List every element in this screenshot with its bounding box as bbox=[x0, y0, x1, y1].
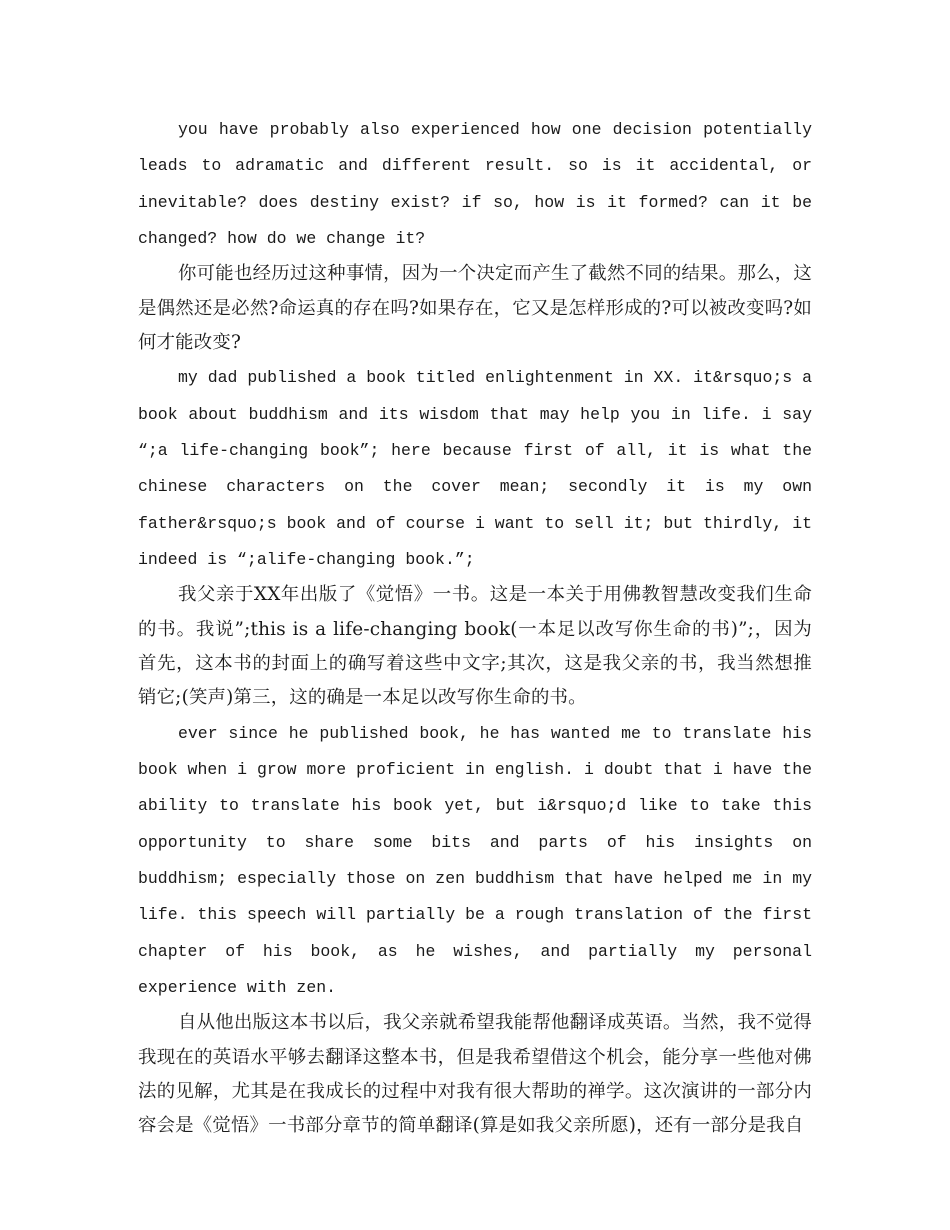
paragraph-en-3: ever since he published book, he has wanted me to translate his book when i grow more proficient in english. i doubt that i have the ability to translate his book yet, but i&rsquo;d like to take this opportunity to share some bits and parts of his insights on buddhism; especially those on zen buddhism that have helped me in my life. this speech will partially be a rough translation of the first chapter of his book, as he wishes, and partially my personal experience with zen. bbox=[138, 723, 812, 997]
paragraph-zh-1: 你可能也经历过这种事情，因为一个决定而产生了截然不同的结果。那么，这是偶然还是必然?命运真的存在吗?如果存在，它又是怎样形成的?可以被改变吗?如何才能改变? bbox=[138, 263, 812, 353]
document-page bbox=[138, 112, 812, 1144]
paragraph-zh-3: 自从他出版这本书以后，我父亲就希望我能帮他翻译成英语。当然，我不觉得我现在的英语水平够去翻译这整本书，但是我希望借这个机会，能分享一些他对佛法的见解，尤其是在我成长的过程中对我有很大帮助的禅学。这次演讲的一部分内容会是《觉悟》一书部分章节的简单翻译(算是如我父亲所愿)，还有一部分是我自 bbox=[138, 1012, 812, 1137]
paragraph-en-1: you have probably also experienced how one decision potentially leads to adramatic and different result. so is it accidental, or inevitable? does destiny exist? if so, how is it formed? can it be changed? how do we change it? bbox=[138, 120, 812, 248]
paragraph-zh-2: 我父亲于XX年出版了《觉悟》一书。这是一本关于用佛教智慧改变我们生命的书。我说”;this is a life-changing book(一本足以改写你生命的书)”;，因为首先，这本书的封面上的确写着这些中文字;其次，这是我父亲的书，我当然想推销它;(笑声)第三，这的确是一本足以改写你生命的书。 bbox=[138, 584, 812, 709]
paragraph-en-2: my dad published a book titled enlightenment in XX. it&rsquo;s a book about buddhism and its wisdom that may help you in life. i say “;a life-changing book”; here because first of all, it is what the chinese characters on the cover mean; secondly it is my own father&rsquo;s book and of course i want to sell it; but thirdly, it indeed is “;alife-changing book.”; bbox=[138, 368, 812, 569]
